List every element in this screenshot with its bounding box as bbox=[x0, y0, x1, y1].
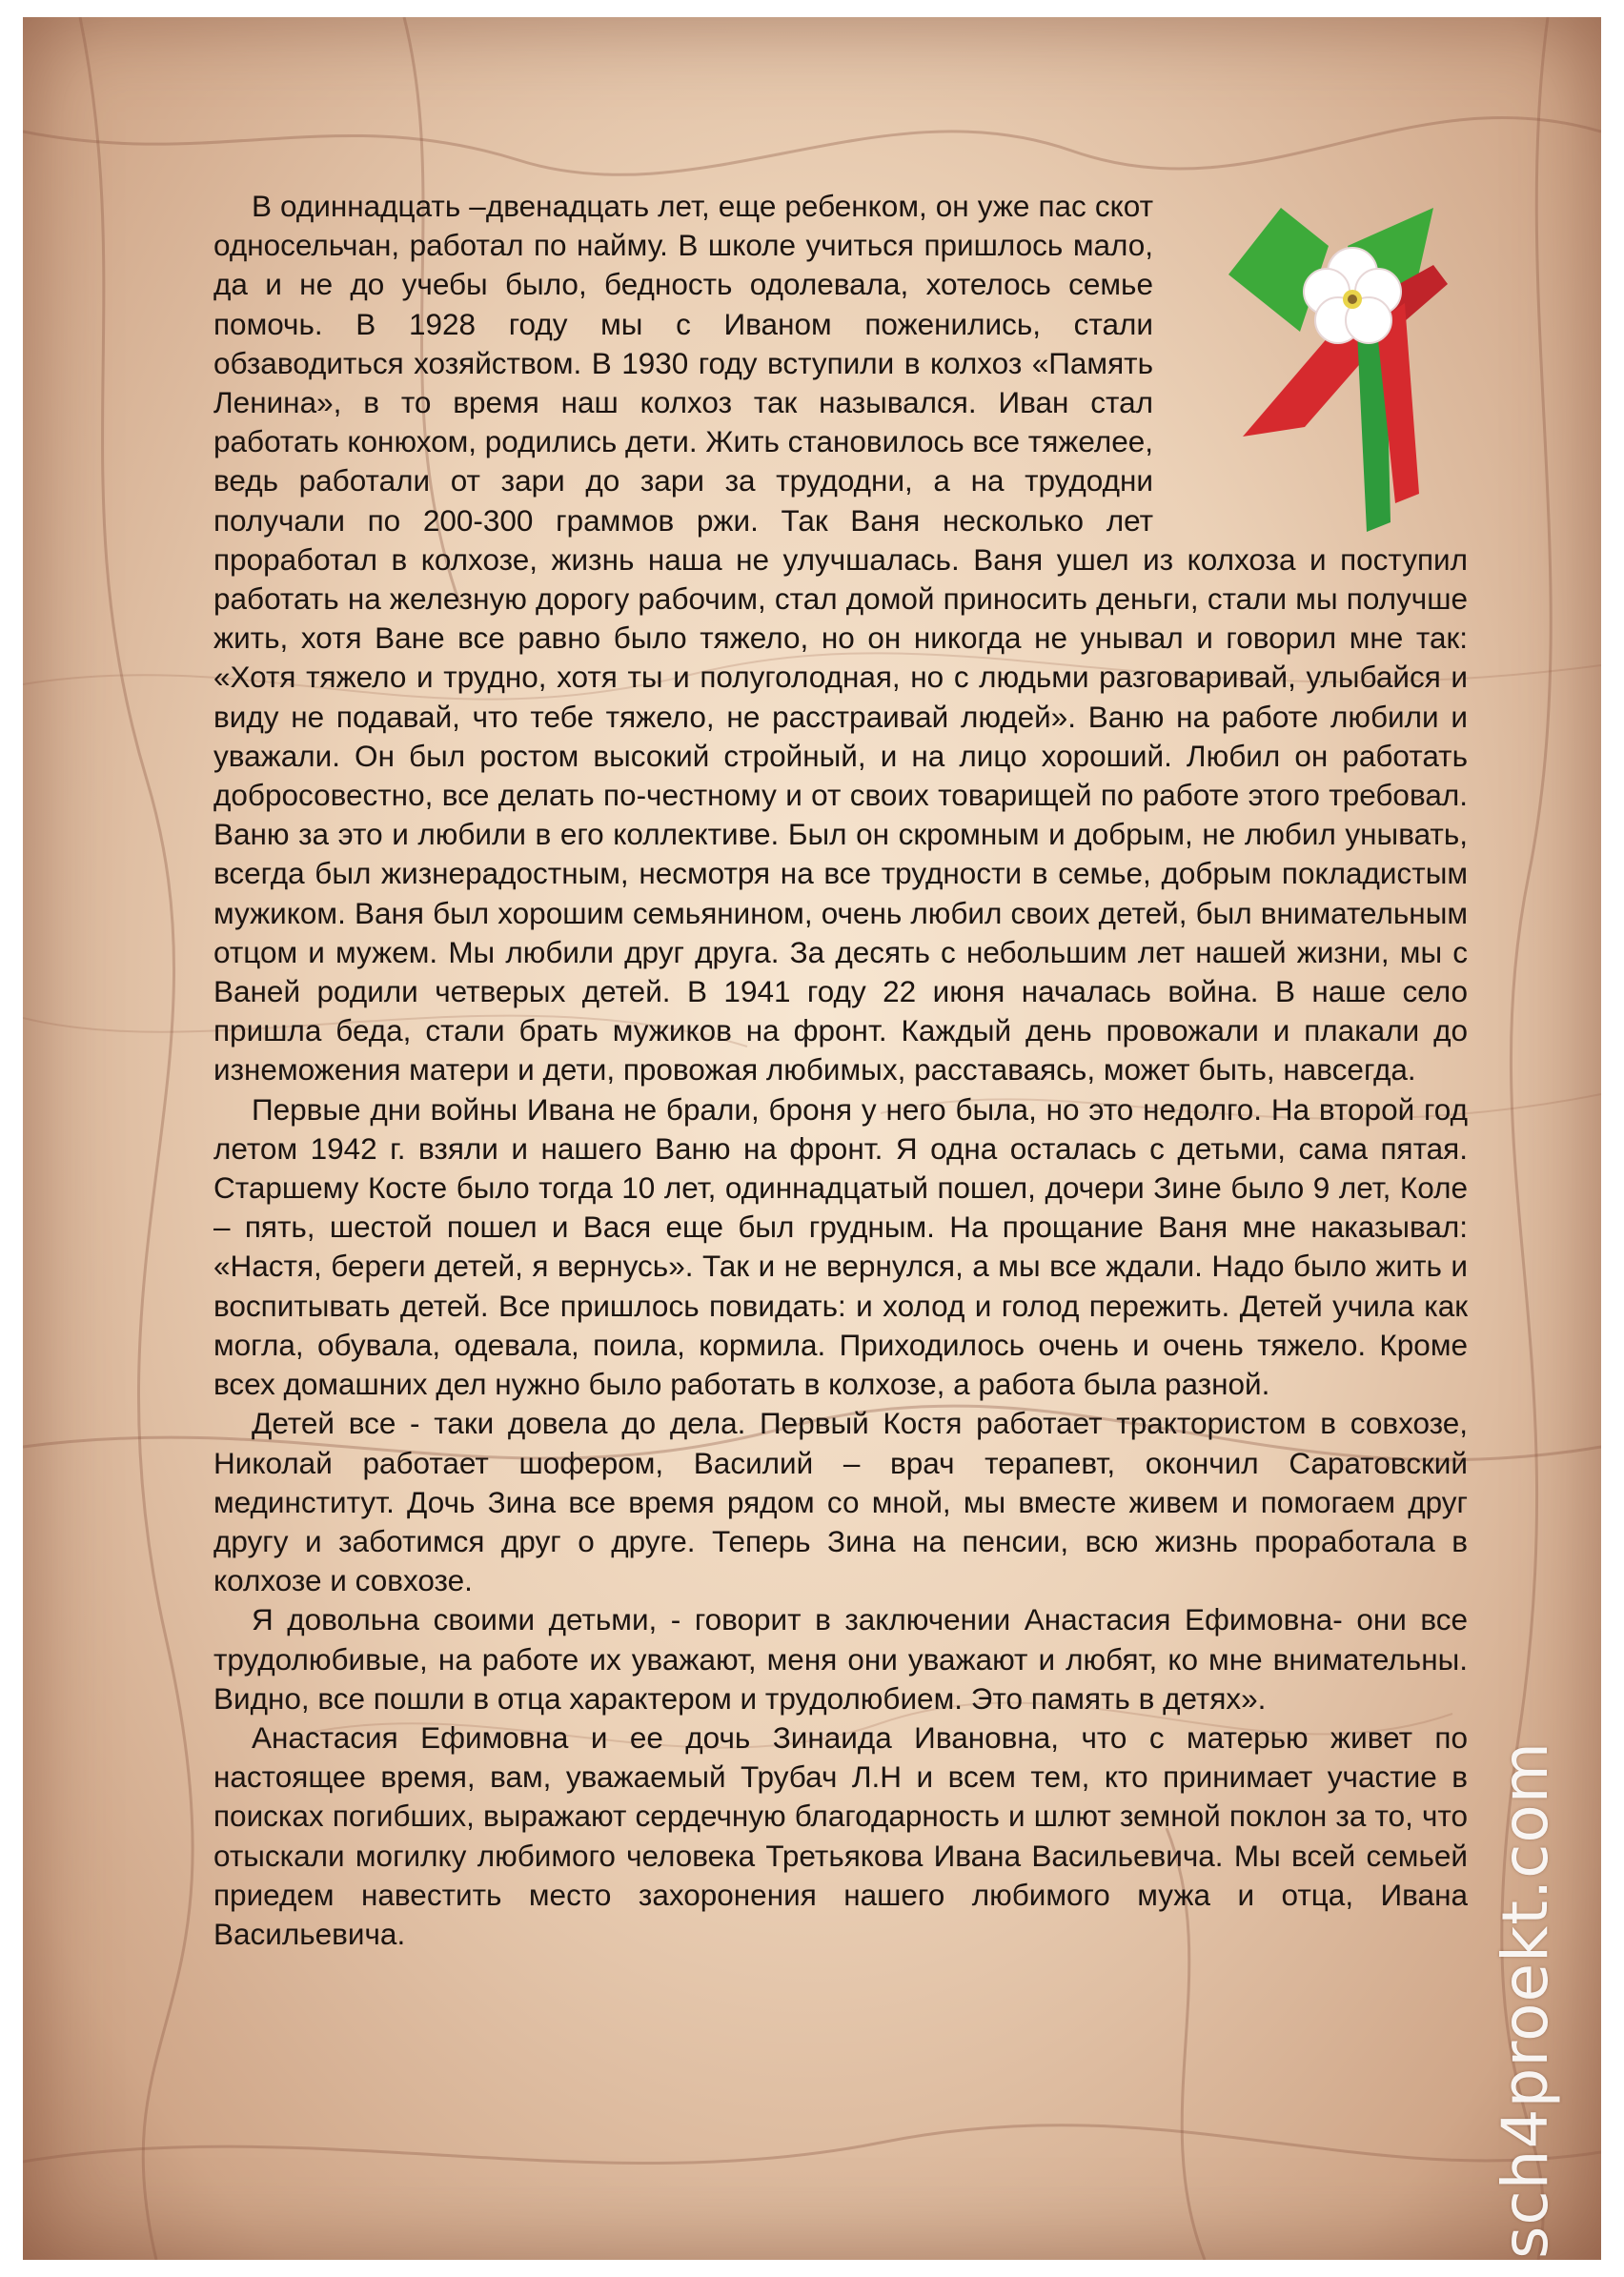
emblem-spacer bbox=[1153, 187, 1468, 515]
paragraph: Я довольна своими детьми, - говорит в заключении Анастасия Ефимовна- они все трудолюбивые, на работе их уважают, меня они уважают и любят, ко мне внимательны. Видно, все пошли в отца характером и трудолюбием. Это память в детях». bbox=[213, 1602, 1468, 1716]
paragraph: Первые дни войны Ивана не брали, броня у него была, но это недолго. На второй год летом 1942 г. взяли и нашего Ваню на фронт. Я одна осталась с детьми, сама пятая. Старшему Косте было тогда 10 лет, одиннадцатый пошел, дочери Зине было 9 лет, Коле – пять, шестой пошел и Вася еще был грудным. На прощание Ваня мне наказывал: «Настя, береги детей, я вернусь». Так и не вернулся, а мы все ждали. Надо было жить и воспитывать детей. Все пришлось повидать: и холод и голод пережить. Детей учила как могла, обувала, одевала, поила, кормила. Приходилось очень и очень тяжело. Кроме всех домашних дел нужно было работать в колхозе, а работа была разной. bbox=[213, 1091, 1468, 1402]
watermark-text: sch4proekt.com bbox=[1489, 1740, 1562, 2259]
paragraph: Детей все - таки довела до дела. Первый Костя работает трактористом в совхозе, Николай работает шофером, Василий – врач терапевт, окончил Саратовский мединститут. Дочь Зина все время рядом со мной, мы вместе живем и помогаем друг другу и заботимся друг о друге. Теперь Зина на пенсии, всю жизнь проработала в колхозе и совхозе. bbox=[213, 1406, 1468, 1598]
paragraph: Анастасия Ефимовна и ее дочь Зинаида Ивановна, что с матерью живет по настоящее время, вам, уважаемый Трубач Л.Н и всем тем, кто принимает участие в поисках погибших, выражают сердечную благодарность и шлют земной поклон за то, что отыскали могилку любимого человека Третьякова Ивана Васильевича. Мы всей семьей приедем навестить место захоронения нашего любимого мужа и отца, Ивана Васильевича. bbox=[213, 1719, 1468, 1951]
aged-paper-background bbox=[23, 17, 1601, 2260]
paragraph: В одиннадцать –двенадцать лет, еще ребенком, он уже пас скот односельчан, работал по найму. В школе учиться пришлось мало, да и не до учебы было, бедность одолевала, хотелось семье помочь. В 1928 году мы с Иваном поженились, стали обзаводиться хозяйством. В 1930 году вступили в колхоз «Память Ленина», в то время наш колхоз так назывался. Иван стал работать конюхом, родились дети. Жить становилось все тяжелее, ведь работали от зари до зари за трудодни, а на трудодни получали по 200-300 граммов ржи. Так Ваня несколько лет проработал в колхозе, жизнь наша не улучшалась. Ваня ушел из колхоза и поступил работать на железную дорогу рабочим, стал домой приносить деньги, стали мы получше жить, хотя Ване все равно было тяжело, но он никогда не унывал и говорил мне так: «Хотя тяжело и трудно, хотя ты и полуголодная, но с людьми разговаривай, улыбайся и виду не подавай, что тебе тяжело, не расстраивай людей». Ваню на работе любили и уважали. Он был ростом высокий стройный, и на лицо хороший. Любил он работать добросовестно, все делать по-честному и от своих товарищей по работе этого требовал. Ваню за это и любили в его коллективе. Был он скромным и добрым, не любил унывать, всегда был жизнерадостным, несмотря на все трудности в семье, добрым покладистым мужиком. Ваня был хорошим семьянином, очень любил своих детей, был внимательным отцом и мужем. Мы любили друг друга. За десять с небольшим лет нашей жизни, мы с Ваней родили четверых детей. В 1941 году 22 июня началась война. В наше село пришла беда, стали брать мужиков на фронт. Каждый день провожали и плакали до изнеможения матери и дети, провожая любимых, расставаясь, может быть, навсегда. bbox=[213, 189, 1468, 1088]
article-body bbox=[213, 187, 1468, 1954]
